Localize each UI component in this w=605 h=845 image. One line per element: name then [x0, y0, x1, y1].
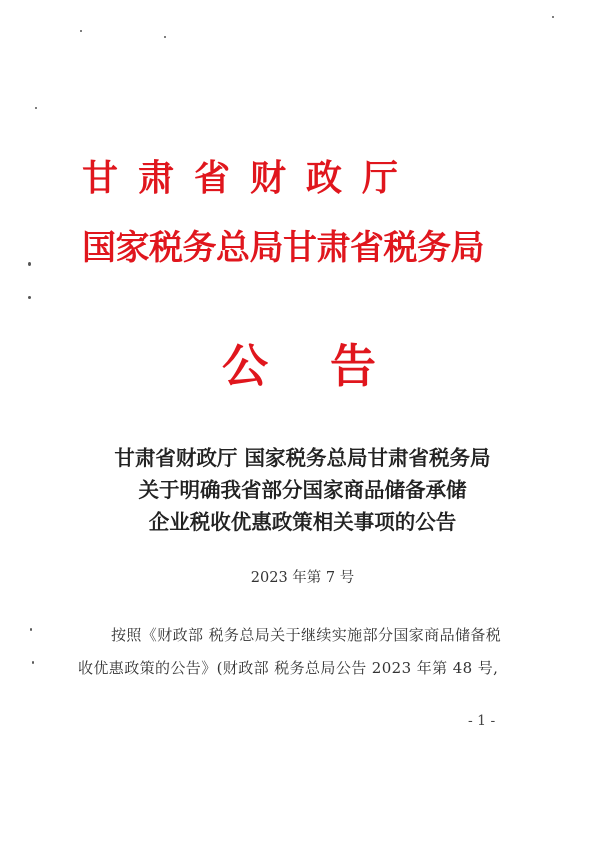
- scan-speck: [164, 36, 166, 38]
- title-line: 甘肃省财政厅 国家税务总局甘肃省税务局: [114, 446, 491, 470]
- announcement-title: [0, 442, 605, 538]
- title-line: 关于明确我省部分国家商品储备承储: [138, 478, 467, 502]
- scan-speck: [28, 262, 31, 266]
- scan-speck: [80, 30, 82, 32]
- issuer-name-tax-bureau: 国家税务总局甘肃省税务局: [82, 228, 484, 268]
- document-type-heading: 公告: [222, 339, 438, 393]
- issuer-name-finance-department: 甘肃省财政厅: [82, 157, 419, 199]
- body-paragraph-line: 收优惠政策的公告》(财政部 税务总局公告 2023 年第 48 号,: [78, 659, 499, 677]
- body-paragraph-line: 按照《财政部 税务总局关于继续实施部分国家商品储备税: [111, 626, 502, 644]
- title-line: 企业税收优惠政策相关事项的公告: [148, 510, 457, 534]
- page-number: - 1 -: [468, 713, 496, 729]
- document-number: 2023 年第 7 号: [250, 570, 355, 586]
- scan-speck: [35, 107, 37, 109]
- scan-speck: [32, 661, 34, 664]
- scan-speck: [30, 628, 32, 631]
- scan-speck: [28, 296, 31, 299]
- scan-speck: [552, 16, 554, 18]
